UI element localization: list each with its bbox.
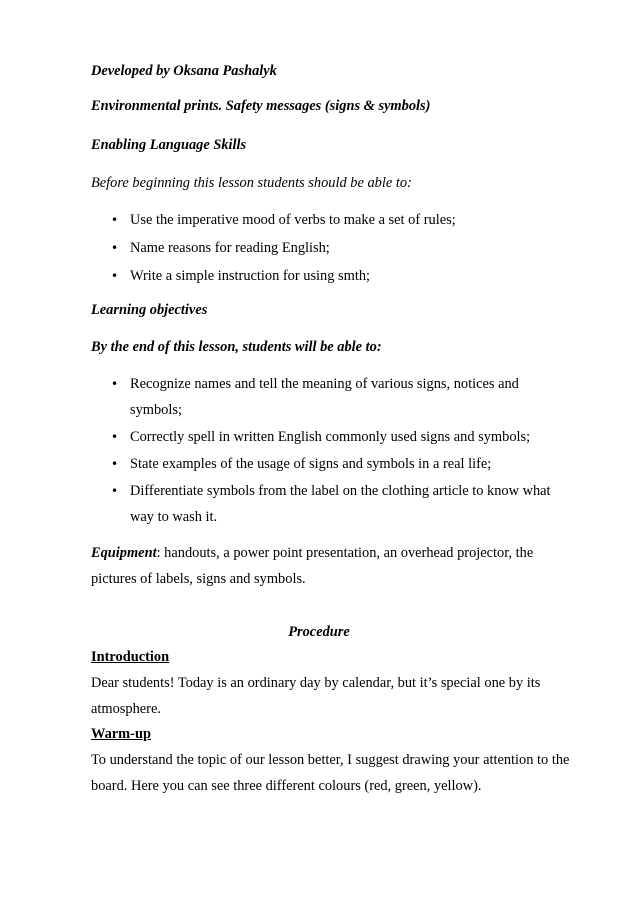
bullet-icon: • bbox=[111, 377, 119, 391]
equipment-label: Equipment bbox=[91, 545, 157, 561]
skills-heading: Enabling Language Skills bbox=[91, 137, 247, 153]
warmup-heading: Warm-up bbox=[91, 726, 151, 742]
objective-item-line: symbols; bbox=[130, 402, 182, 418]
objective-item-line: way to wash it. bbox=[130, 509, 218, 525]
prerequisite-item: Name reasons for reading English; bbox=[130, 240, 330, 256]
objective-item-line: Recognize names and tell the meaning of various signs, notices and bbox=[130, 376, 519, 392]
bullet-icon: • bbox=[111, 269, 119, 283]
warmup-text-line: board. Here you can see three different colours (red, green, yellow). bbox=[91, 778, 482, 794]
lesson-title: Environmental prints. Safety messages (signs & symbols) bbox=[91, 98, 431, 114]
equipment-text: : handouts, a power point presentation, an overhead projector, the bbox=[156, 545, 534, 561]
prerequisites-intro: Before beginning this lesson students should be able to: bbox=[91, 175, 412, 191]
bullet-icon: • bbox=[111, 241, 119, 255]
objectives-intro: By the end of this lesson, students will be able to: bbox=[91, 339, 382, 355]
equipment-line bbox=[91, 544, 533, 562]
bullet-icon: • bbox=[111, 213, 119, 227]
prerequisite-item: Write a simple instruction for using smth; bbox=[130, 268, 371, 284]
objectives-heading: Learning objectives bbox=[91, 302, 208, 318]
procedure-heading: Procedure bbox=[288, 624, 350, 640]
bullet-icon: • bbox=[111, 430, 119, 444]
introduction-text-line: Dear students! Today is an ordinary day by calendar, but it’s special one by its bbox=[91, 675, 541, 691]
equipment-line-2: pictures of labels, signs and symbols. bbox=[91, 571, 306, 587]
bullet-icon: • bbox=[111, 484, 119, 498]
author-line: Developed by Oksana Pashalyk bbox=[91, 63, 277, 79]
objective-item-line: Correctly spell in written English commonly used signs and symbols; bbox=[130, 429, 531, 445]
objective-item-line: Differentiate symbols from the label on the clothing article to know what bbox=[130, 483, 551, 499]
bullet-icon: • bbox=[111, 457, 119, 471]
warmup-text-line: To understand the topic of our lesson better, I suggest drawing your attention to the bbox=[91, 752, 570, 768]
introduction-text-line: atmosphere. bbox=[91, 701, 161, 717]
objective-item-line: State examples of the usage of signs and symbols in a real life; bbox=[130, 456, 492, 472]
introduction-heading: Introduction bbox=[91, 649, 170, 665]
prerequisite-item: Use the imperative mood of verbs to make a set of rules; bbox=[130, 212, 456, 228]
